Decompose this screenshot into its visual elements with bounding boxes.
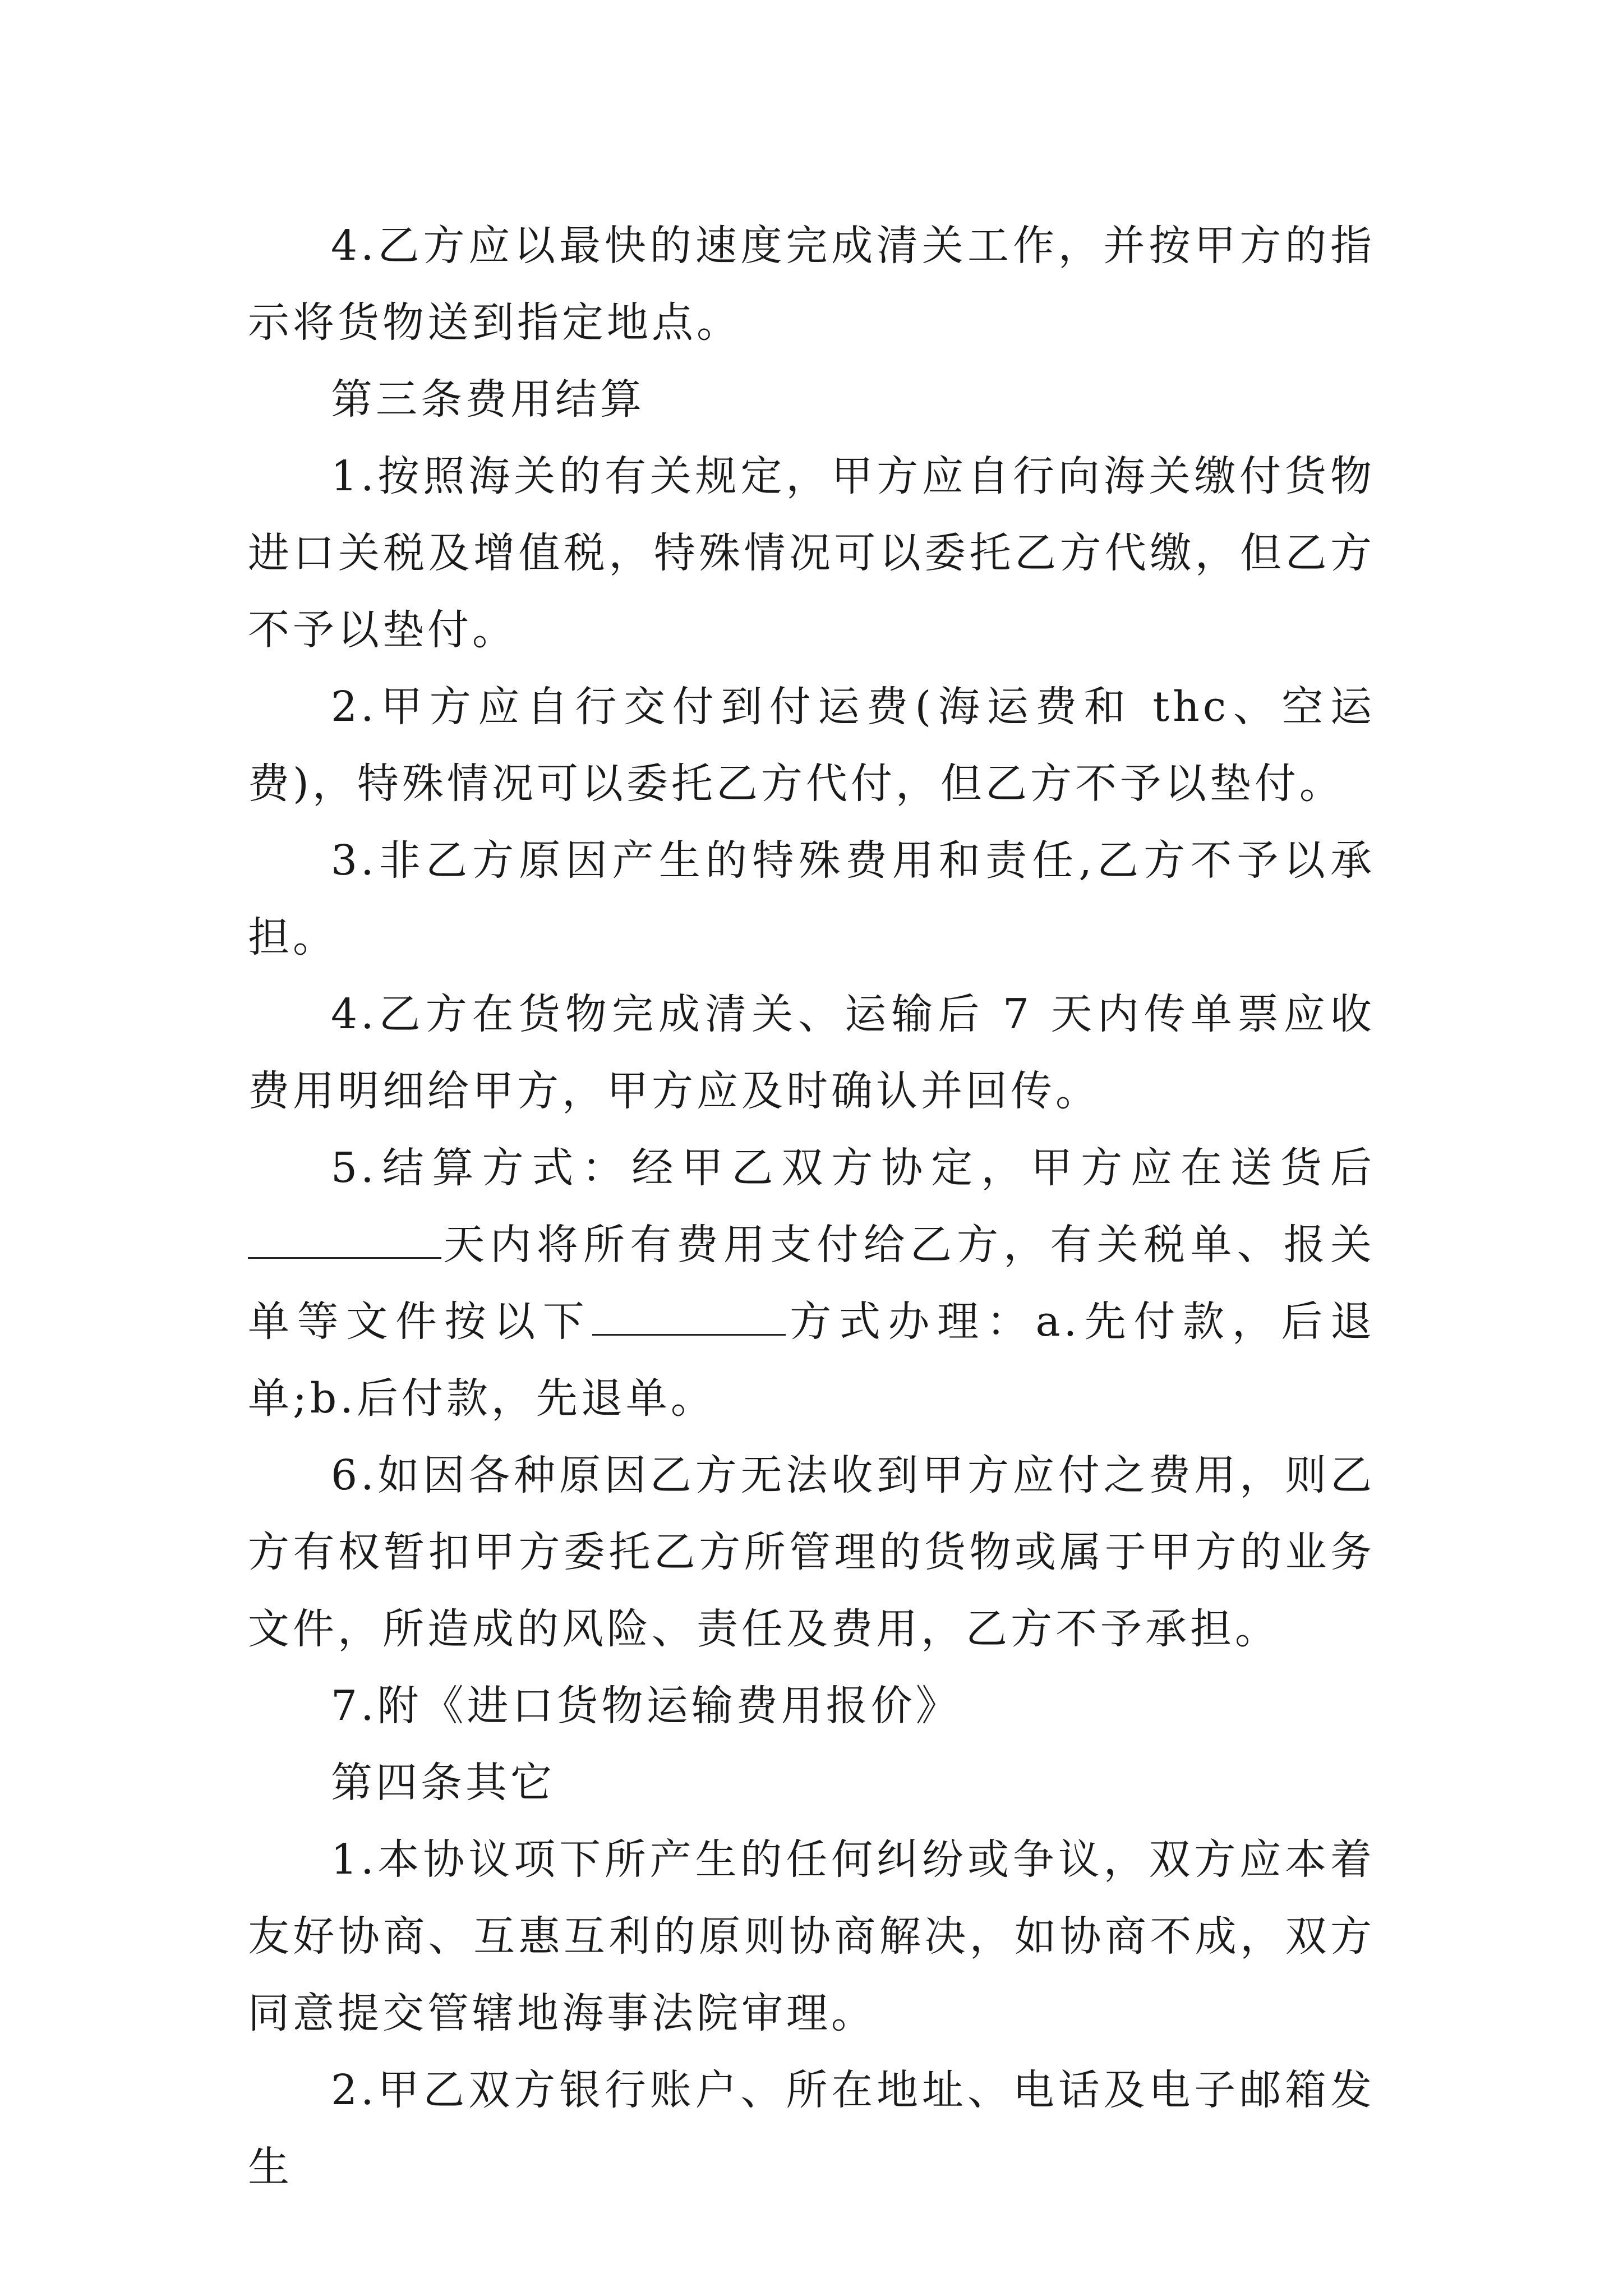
clause-4-item-2: 2.甲乙双方银行账户、所在地址、电话及电子邮箱发生 [248, 2066, 1375, 2191]
clause-3-item-5 [248, 1130, 1375, 1437]
article-4-heading: 第四条其它 [331, 1759, 555, 1807]
clause-2-item-4: 4.乙方应以最快的速度完成清关工作，并按甲方的指示将货物送到指定地点。 [248, 222, 1375, 347]
clause-3-item-5-part-1: 5.结算方式：经甲乙双方协定，甲方应在送货后 [331, 1144, 1375, 1192]
clause-3-item-2: 2.甲方应自行交付到付运费(海运费和 thc、空运费)，特殊情况可以委托乙方代付，但乙方不予以垫付。 [248, 683, 1375, 808]
clause-3-item-4: 4.乙方在货物完成清关、运输后 7 天内传单票应收费用明细给甲方，甲方应及时确认并回传。 [248, 990, 1375, 1115]
clause-3-item-1: 1.按照海关的有关规定，甲方应自行向海关缴付货物进口关税及增值税，特殊情况可以委托乙方代缴，但乙方不予以垫付。 [248, 452, 1375, 654]
clause-3-item-3: 3.非乙方原因产生的特殊费用和责任,乙方不予以承担。 [248, 836, 1375, 961]
clause-4-item-1: 1.本协议项下所产生的任何纠纷或争议，双方应本着友好协商、互惠互利的原则协商解决，如协商不成，双方同意提交管辖地海事法院审理。 [248, 1835, 1375, 2037]
article-3-heading: 第三条费用结算 [331, 375, 645, 424]
blank-method-line [592, 1300, 786, 1336]
document-body [248, 208, 1375, 2206]
clause-3-item-5-part-3: 方式办理：a.先付款，后退单;b.后付款，先退单。 [248, 1297, 1376, 1423]
clause-3-item-7: 7.附《进口货物运输费用报价》 [331, 1682, 961, 1730]
clause-3-item-5-part-2: 天内将所有费用支付给乙方，有关税单、报关单等文件按以下 [248, 1221, 1375, 1346]
clause-3-item-6: 6.如因各种原因乙方无法收到甲方应付之费用，则乙方有权暂扣甲方委托乙方所管理的货物或属于甲方的业务文件，所造成的风险、责任及费用，乙方不予承担。 [248, 1451, 1375, 1653]
blank-days-line [248, 1223, 441, 1259]
